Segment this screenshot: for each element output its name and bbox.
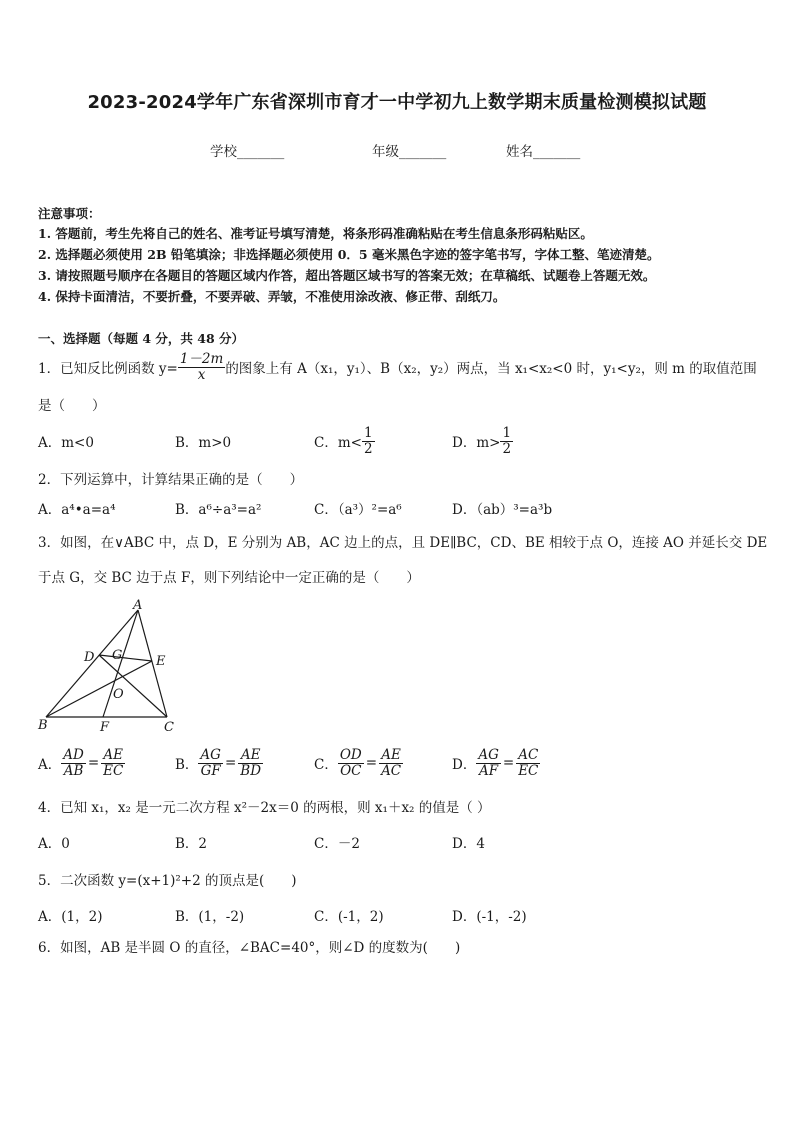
q1-c-fraction (362, 426, 375, 457)
frac-num: OD (339, 746, 362, 763)
frac-den: GF (200, 762, 221, 779)
q3-option-b (175, 743, 263, 783)
q5-option-c: C．(-1，2) (314, 909, 384, 925)
q1-tail: 的图象上有 A（x₁，y₁）、B（x₂，y₂）两点，当 x₁<x₂<0 时，y₁<y₂，则 m 的取值范围 (225, 361, 757, 377)
q2-option-c: C．（a³）²=a⁶ (314, 502, 402, 518)
q3-b-frac2 (238, 748, 263, 779)
frac-num: AC (516, 748, 540, 764)
q1-d-fraction (500, 426, 513, 457)
label-c: C (164, 720, 174, 735)
label-o: O (113, 687, 124, 702)
q1-option-c (314, 421, 375, 461)
label-b: B (38, 718, 48, 733)
q3-option-c (314, 743, 403, 783)
q3-a-frac1 (61, 748, 86, 779)
label-g: G (112, 648, 123, 663)
q4-option-b: B．2 (175, 836, 208, 852)
q3-a-frac2 (101, 748, 125, 779)
frac-num: AD (63, 746, 84, 763)
q4-option-c: C．－2 (314, 836, 360, 852)
q3-c-frac2 (379, 748, 403, 779)
q1-frac-den: x (197, 366, 206, 383)
q1-tail2: 是（ ） (38, 398, 106, 414)
notice-item: 3. 请按照题号顺序在各题目的答题区域内作答，超出答题区域书写的答案无效；在草稿纸、试题卷上答题无效。 (38, 268, 656, 283)
frac-num: AG (478, 746, 499, 763)
question-3-line2: 于点 G，交 BC 边于点 F，则下列结论中一定正确的是（ ） (38, 570, 420, 586)
segment-de (99, 655, 152, 661)
frac-den: AB (63, 762, 84, 779)
q1-option-b: B．m>0 (175, 435, 232, 451)
q5-option-b: B．(1，-2) (175, 909, 245, 925)
q1-d-num: 1 (502, 424, 512, 441)
frac-num: AE (379, 748, 403, 764)
q2-option-a: A．a⁴•a=a⁴ (38, 502, 116, 518)
frac-den: EC (103, 762, 124, 779)
q3-b-frac1 (198, 748, 223, 779)
grade-field: 年级_______ (372, 144, 447, 160)
q1-option-c-text: C．m< (314, 435, 362, 451)
q3-b-label: B． (175, 757, 199, 773)
label-e: E (156, 654, 166, 669)
q5-option-a: A．(1，2) (38, 909, 103, 925)
question-2: 2．下列运算中，计算结果正确的是（ ） (38, 472, 304, 488)
q5-option-d: D．(-1，-2) (452, 909, 527, 925)
question-1 (38, 347, 757, 387)
notice-item: 2. 选择题必须使用 2B 铅笔填涂；非选择题必须使用 0．5 毫米黑色字迹的签字笔书写，字体工整、笔迹清楚。 (38, 247, 660, 262)
frac-den: AC (381, 762, 402, 779)
frac-den: EC (518, 762, 539, 779)
q4-option-d: D．4 (452, 836, 485, 852)
question-6: 6．如图，AB 是半圆 O 的直径，∠BAC=40°，则∠D 的度数为( ) (38, 940, 461, 956)
question-4: 4．已知 x₁，x₂ 是一元二次方程 x²－2x＝0 的两根，则 x₁＋x₂ 的值是（ ） (38, 800, 491, 816)
q1-lead: 1．已知反比例函数 y= (38, 361, 178, 377)
q1-option-a: A．m<0 (38, 435, 94, 451)
label-f: F (100, 720, 110, 735)
label-d: D (84, 650, 95, 665)
frac-num: AG (200, 746, 221, 763)
q2-option-d: D．（ab）³=a³b (452, 502, 553, 518)
notice-item: 4. 保持卡面清洁，不要折叠，不要弄破、弄皱，不准使用涂改液、修正带、刮纸刀。 (38, 289, 506, 304)
question-3-line1: 3．如图，在∨ABC 中，点 D，E 分别为 AB，AC 边上的点，且 DE∥BC，CD、BE 相较于点 O，连接 AO 并延长交 DE (38, 535, 768, 551)
equals-sign: = (224, 755, 237, 771)
question-5: 5．二次函数 y=(x+1)²+2 的顶点是( ) (38, 873, 297, 889)
equals-sign: = (502, 755, 515, 771)
q3-a-label: A． (38, 757, 62, 773)
q3-c-frac1 (338, 748, 364, 779)
q3-d-frac1 (476, 748, 501, 779)
q1-fraction (178, 352, 225, 383)
q3-option-d (452, 743, 540, 783)
equals-sign: = (365, 755, 378, 771)
q1-c-den: 2 (363, 440, 373, 457)
q3-c-label: C． (314, 757, 338, 773)
q3-d-label: D． (452, 757, 477, 773)
q1-option-d (452, 421, 513, 461)
q1-frac-num: 1－2m (179, 350, 224, 367)
frac-num: AE (101, 748, 125, 764)
exam-title: 2023-2024学年广东省深圳市育才一中学初九上数学期末质量检测模拟试题 (87, 92, 707, 113)
school-field: 学校_______ (210, 144, 285, 160)
q1-c-num: 1 (363, 424, 373, 441)
q3-option-a (38, 743, 125, 783)
q4-option-a: A．0 (38, 836, 70, 852)
notice-item: 1. 答题前，考生先将自己的姓名、准考证号填写清楚，将条形码准确粘贴在考生信息条形码粘贴区。 (38, 226, 593, 241)
notice-heading: 注意事项： (38, 206, 101, 221)
frac-den: OC (340, 762, 362, 779)
q3-d-frac2 (516, 748, 540, 779)
q2-option-b: B．a⁶÷a³=a² (175, 502, 262, 518)
frac-den: AF (479, 762, 499, 779)
triangle-figure (30, 598, 190, 738)
q1-option-d-text: D．m> (452, 435, 501, 451)
section-heading: 一、选择题（每题 4 分，共 48 分） (38, 331, 245, 346)
frac-num: AE (238, 748, 263, 764)
name-field: 姓名_______ (506, 144, 581, 160)
frac-den: BD (240, 762, 262, 779)
equals-sign: = (87, 755, 100, 771)
label-a: A (133, 598, 143, 613)
q1-d-den: 2 (502, 440, 512, 457)
